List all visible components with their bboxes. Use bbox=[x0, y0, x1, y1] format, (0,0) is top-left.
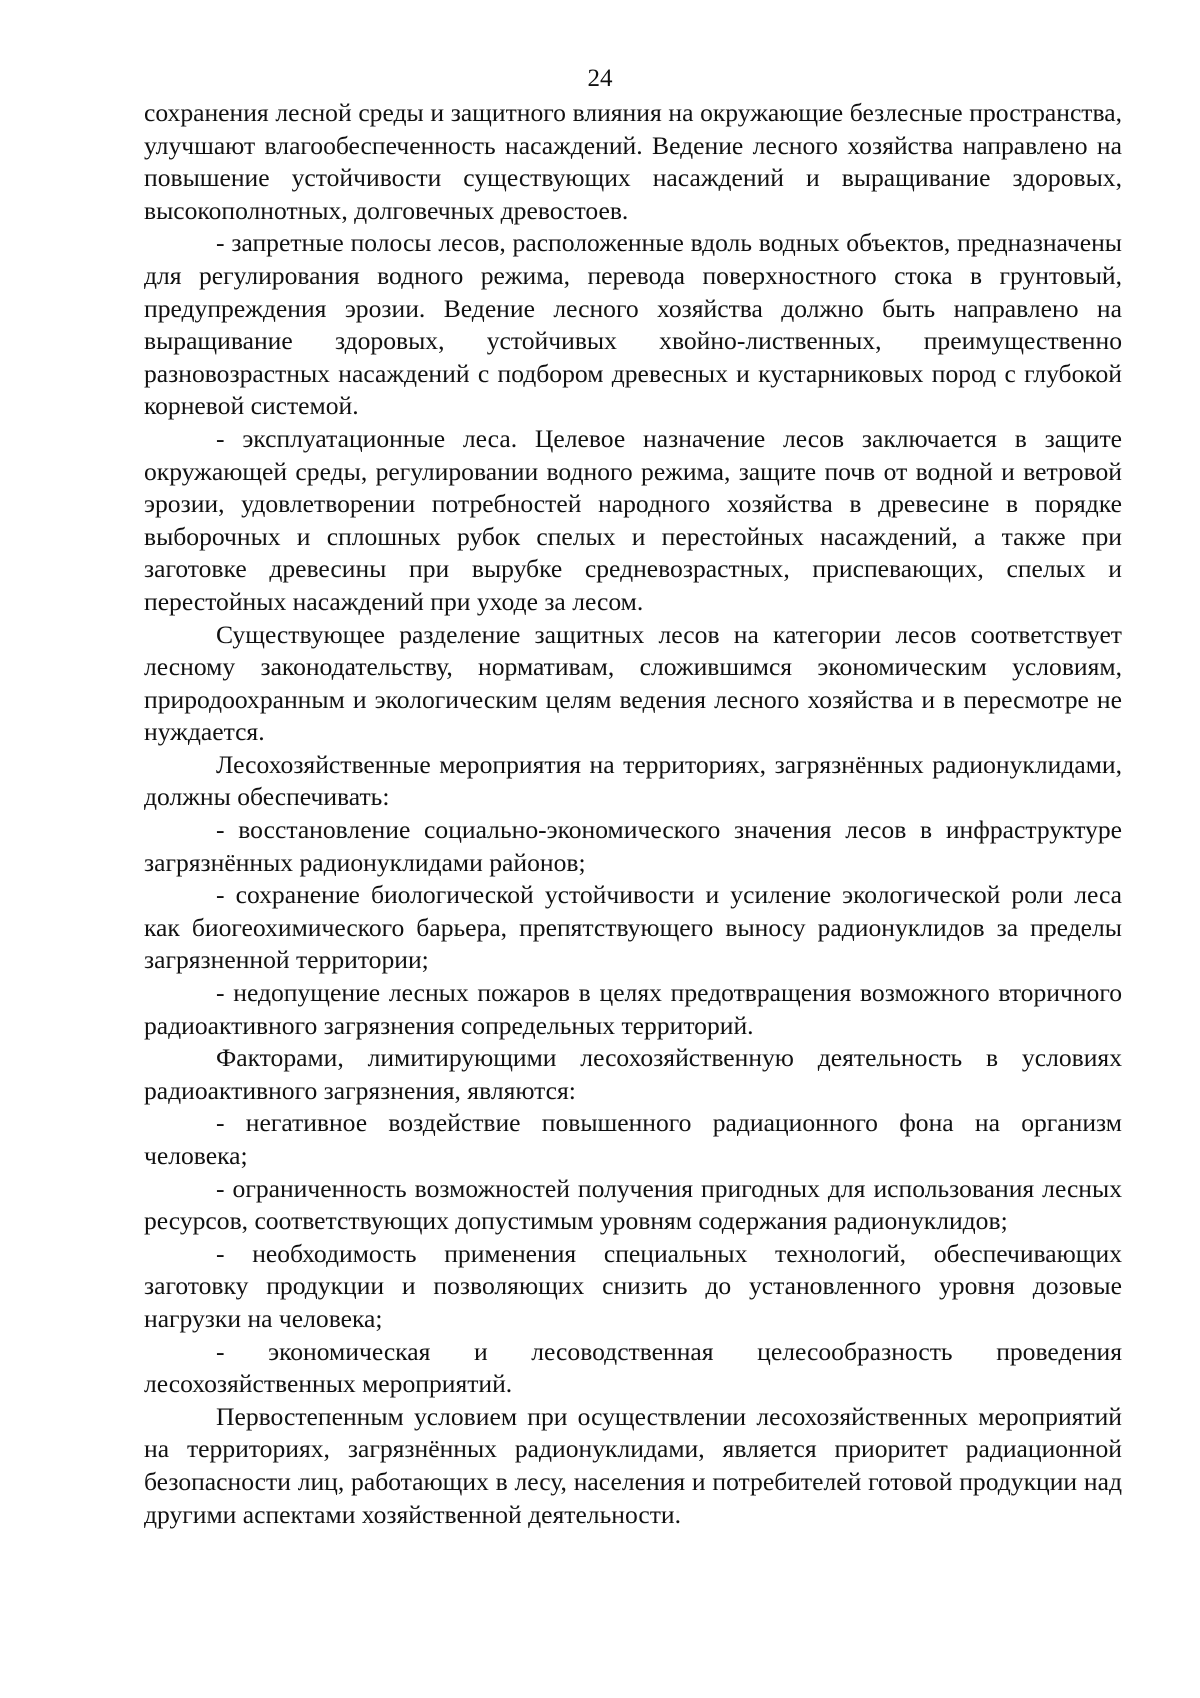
list-item-economic-feasibility: - экономическая и лесоводственная целесообразность проведения лесохозяйственных мероприятий. bbox=[144, 1336, 1122, 1399]
paragraph-existing-division: Существующее разделение защитных лесов на категории лесов соответствует лесному законодательству, нормативам, сложившимся экономическим условиям, природоохранным и экологическим целям ведения лесного хозяйства и в пересмотре не нуждается. bbox=[144, 619, 1122, 747]
paragraph-prohibited-strips: - запретные полосы лесов, расположенные вдоль водных объектов, предназначены для регулирования водного режима, перевода поверхностного стока в грунтовый, предупреждения эрозии. Ведение лесного хозяйства должно быть направлено на выращивание здоровых, устойчивых хвойно-лиственных, преимущественно разновозрастных насаждений с подбором древесных и кустарниковых пород с глубокой корневой системой. bbox=[144, 228, 1122, 421]
paragraph-limiting-factors-intro: Факторами, лимитирующими лесохозяйственную деятельность в условиях радиоактивного загрязнения, являются: bbox=[144, 1043, 1122, 1105]
list-item-restoration: - восстановление социально-экономического значения лесов в инфраструктуре загрязнённых радионуклидами районов; bbox=[144, 815, 1122, 877]
paragraph-forestry-measures-intro: Лесохозяйственные мероприятия на территориях, загрязнённых радионуклидами, должны обеспечивать: bbox=[144, 749, 1122, 812]
paragraph-continuation: сохранения лесной среды и защитного влияния на окружающие безлесные пространства, улучшают влагообеспеченность насаждений. Ведение лесного хозяйства направлено на повышение устойчивости существующих насаждений и выращивание здоровых, высокополнотных, долговечных древостоев. bbox=[144, 98, 1122, 225]
list-item-preservation: - сохранение биологической устойчивости и усиление экологической роли леса как биогеохимического барьера, препятствующего выносу радионуклидов за пределы загрязненной территории; bbox=[144, 880, 1122, 975]
list-item-special-technologies: - необходимость применения специальных технологий, обеспечивающих заготовку продукции и позволяющих снизить до установленного уровня дозовые нагрузки на человека; bbox=[144, 1238, 1122, 1333]
paragraph-exploitation-forests: - эксплуатационные леса. Целевое назначение лесов заключается в защите окружающей среды, регулировании водного режима, защите почв от водной и ветровой эрозии, удовлетворении потребностей народного хозяйства в древесине в порядке выборочных и сплошных рубок спелых и перестойных насаждений, а также при заготовке древесины при вырубке средневозрастных, приспевающих, спелых и перестойных насаждений при уходе за лесом. bbox=[144, 423, 1122, 616]
list-item-limited-resources: - ограниченность возможностей получения пригодных для использования лесных ресурсов, соответствующих допустимым уровням содержания радионуклидов; bbox=[144, 1173, 1122, 1236]
list-item-fire-prevention: - недопущение лесных пожаров в целях предотвращения возможного вторичного радиоактивного загрязнения сопредельных территорий. bbox=[144, 978, 1122, 1040]
document-body bbox=[144, 97, 1122, 1531]
list-item-negative-impact: - негативное воздействие повышенного радиационного фона на организм человека; bbox=[144, 1108, 1122, 1170]
paragraph-priority-condition: Первостепенным условием при осуществлении лесохозяйственных мероприятий на территориях, загрязнённых радионуклидами, является приоритет радиационной безопасности лиц, работающих в лесу, населения и потребителей готовой продукции над другими аспектами хозяйственной деятельности. bbox=[144, 1401, 1122, 1529]
page-number: 24 bbox=[587, 65, 613, 92]
